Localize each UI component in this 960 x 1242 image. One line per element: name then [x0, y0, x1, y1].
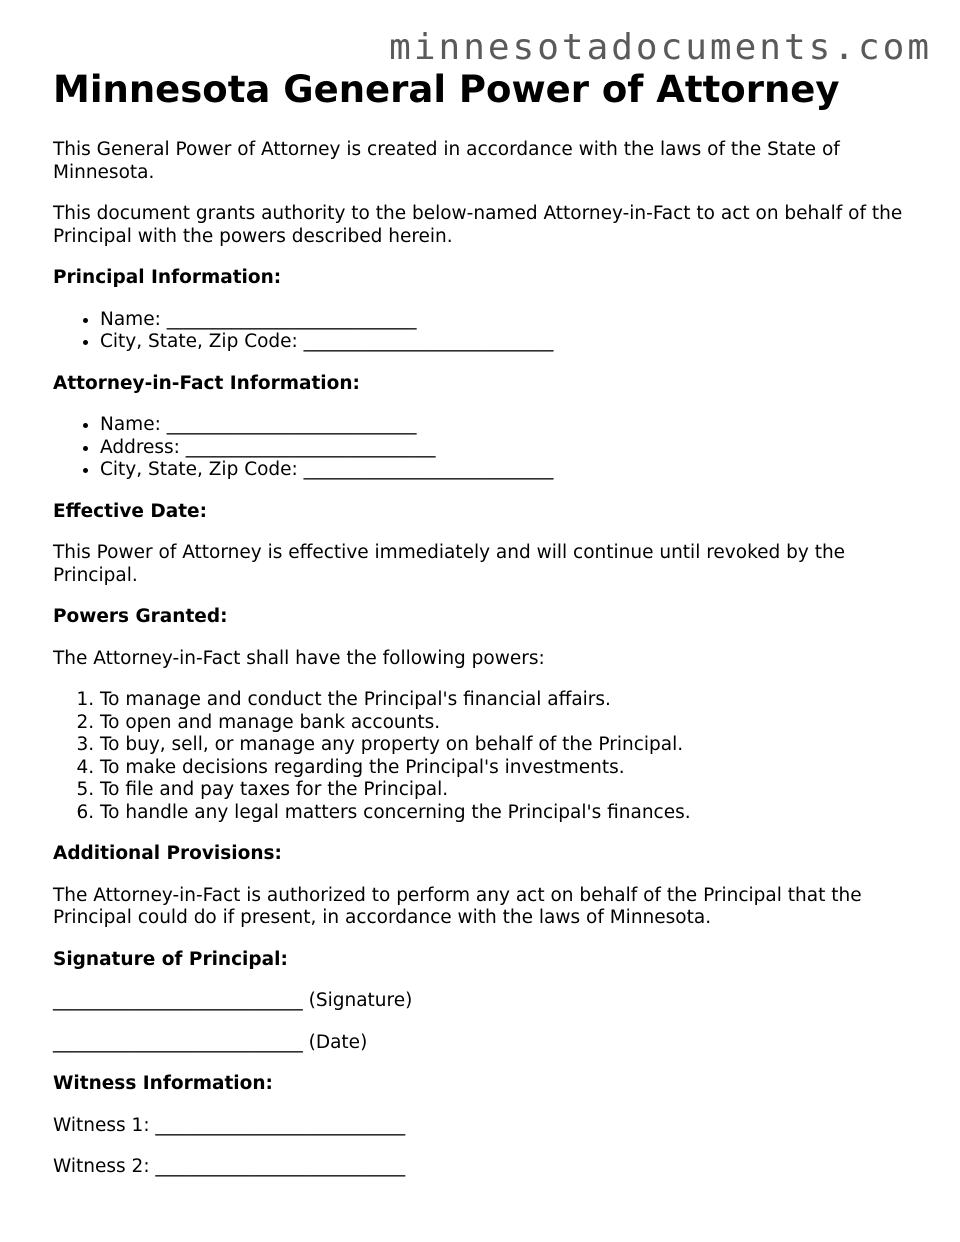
power-item: 4. To make decisions regarding the Principal's investments. — [100, 757, 913, 780]
power-item: 2. To open and manage bank accounts. — [100, 712, 913, 735]
date-line: ___________________________ (Date) — [53, 1031, 368, 1053]
effective-date-heading: Effective Date: — [53, 500, 207, 522]
attorney-fields — [53, 414, 913, 482]
attorney-city-field: • City, State, Zip Code: ___________________________ — [100, 459, 913, 482]
provisions-heading: Additional Provisions: — [53, 843, 282, 865]
effective-date-text: This Power of Attorney is effective immediately and will continue until revoked by the Principal. — [53, 542, 846, 586]
signature-heading: Signature of Principal: — [53, 948, 288, 970]
document-body — [53, 68, 913, 1198]
watermark: minnesotadocuments.com — [389, 27, 932, 68]
power-item: 6. To handle any legal matters concerning the Principal's finances. — [100, 802, 913, 825]
witness-2-line: Witness 2: ___________________________ — [53, 1156, 406, 1178]
principal-fields — [53, 309, 913, 354]
witness-heading: Witness Information: — [53, 1073, 273, 1095]
powers-heading: Powers Granted: — [53, 606, 228, 628]
power-item: 5. To file and pay taxes for the Principal. — [100, 779, 913, 802]
provisions-text: The Attorney-in-Fact is authorized to perform any act on behalf of the Principal that the Principal could do if present, in accordance with the laws of Minnesota. — [53, 884, 862, 929]
signature-line: ___________________________ (Signature) — [53, 990, 413, 1012]
principal-name-field: • Name: ___________________________ — [100, 309, 913, 332]
principal-heading: Principal Information: — [53, 267, 282, 289]
attorney-heading: Attorney-in-Fact Information: — [53, 372, 360, 394]
attorney-address-field: • Address: ___________________________ — [100, 437, 913, 460]
intro-paragraph-2: This document grants authority to the below-named Attorney-in-Fact to act on behalf of the Principal with the powers described herein. — [53, 203, 903, 247]
witness-1-line: Witness 1: ___________________________ — [53, 1114, 406, 1136]
attorney-name-field: • Name: ___________________________ — [100, 414, 913, 437]
intro-paragraph-1: This General Power of Attorney is created in accordance with the laws of the State of Minnesota. — [53, 139, 840, 183]
power-item: 1. To manage and conduct the Principal's financial affairs. — [100, 689, 913, 712]
powers-list — [53, 689, 913, 824]
principal-city-field: • City, State, Zip Code: ___________________________ — [100, 331, 913, 354]
power-item: 3. To buy, sell, or manage any property on behalf of the Principal. — [100, 734, 913, 757]
document-title: Minnesota General Power of Attorney — [53, 68, 840, 111]
powers-intro: The Attorney-in-Fact shall have the following powers: — [53, 647, 545, 669]
